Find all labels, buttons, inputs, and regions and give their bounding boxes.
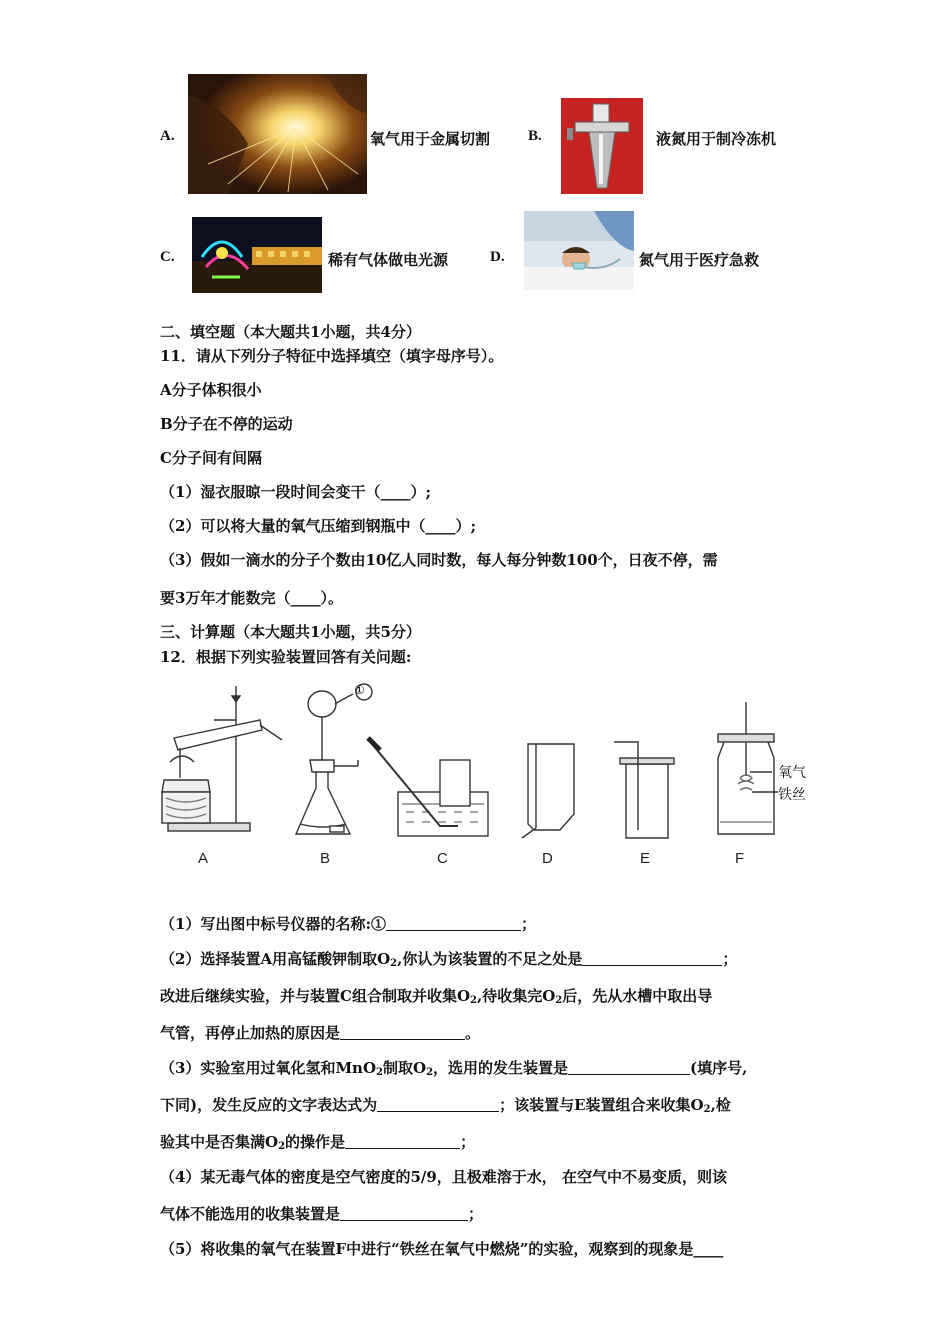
apparatus-b (296, 684, 372, 834)
section3-heading: 三、计算题（本大题共1小题，共5分） (160, 623, 421, 641)
option-c-text: 稀有气体做电光源 (328, 251, 449, 269)
question-12: 12．根据下列实验装置回答有关问题: (160, 648, 412, 666)
apparatus-a (162, 686, 282, 831)
answer-blank[interactable] (386, 916, 521, 931)
option-b-letter: B. (528, 128, 542, 144)
answer-blank[interactable] (340, 1025, 465, 1040)
choice-b: B分子在不停的运动 (160, 415, 293, 433)
q11-part3-line2: 要3万年才能数完（____）。 (160, 589, 343, 607)
neon-lights-photo (192, 217, 322, 293)
apparatus-f (718, 702, 778, 834)
option-d-letter: D. (490, 249, 505, 265)
section2-heading: 二、填空题（本大题共1小题，共4分） (160, 323, 421, 341)
f-oxygen-label: 氧气 (778, 764, 806, 780)
marker-1: ① (354, 683, 365, 697)
option-a-letter: A. (160, 128, 175, 144)
q12-part2-line3: 气管，再停止加热的原因是 。 (160, 1024, 481, 1042)
q12-part3-line3: 验其中是否集满$O_2$的操作是 ； (160, 1133, 476, 1152)
q11-part1: （1）湿衣服晾一段时间会变干（____）; (160, 483, 431, 501)
label-f: F (735, 850, 745, 867)
apparatus-e (614, 742, 674, 838)
answer-blank[interactable] (582, 951, 722, 966)
q12-part3-line2: 下同)，发生反应的文字表达式为 ；该装置与E装置组合来收集$O_2$,检 (160, 1096, 731, 1115)
answer-blank[interactable] (377, 1097, 499, 1112)
option-b-text: 液氮用于制冷冻机 (656, 130, 777, 148)
q12-part3-line1: （3）实验室用过氧化氢和MnO$_2$制取$O_2$，选用的发生装置是 (填序号, (160, 1059, 748, 1078)
q12-part5: （5）将收集的氧气在装置F中进行“铁丝在氧气中燃烧”的实验，观察到的现象是____ (160, 1240, 724, 1258)
answer-blank[interactable] (340, 1206, 468, 1221)
medical-rescue-photo (524, 211, 634, 290)
option-a-text: 氧气用于金属切割 (370, 130, 491, 148)
q12-part4-line1: （4）某无毒气体的密度是空气密度的5/9，且极难溶于水， 在空气中不易变质，则该 (160, 1168, 728, 1186)
q11-part2: （2）可以将大量的氧气压缩到钢瓶中（____）; (160, 517, 476, 535)
q12-part2-line1: （2）选择装置A用高锰酸钾制取$O_2$,你认为该装置的不足之处是 ； (160, 950, 738, 969)
f-wire-label: 铁丝 (778, 786, 806, 802)
answer-blank[interactable] (345, 1134, 460, 1149)
answer-blank[interactable] (568, 1060, 690, 1075)
q12-part1: （1）写出图中标号仪器的名称:① ； (160, 915, 536, 933)
choice-c: C分子间有间隔 (160, 449, 262, 467)
q12-part4-line2: 气体不能选用的收集装置是 ； (160, 1205, 484, 1223)
choice-a: A分子体积很小 (160, 381, 262, 399)
label-b: B (320, 850, 331, 867)
apparatus-d (522, 744, 574, 838)
option-c-letter: C. (160, 249, 175, 265)
metal-cutting-photo (188, 74, 367, 194)
liquid-nitrogen-photo (561, 98, 643, 194)
apparatus-diagram (150, 680, 820, 840)
option-d-text: 氮气用于医疗急救 (639, 251, 760, 269)
label-d: D (542, 850, 553, 867)
label-a: A (198, 850, 209, 867)
label-c: C (437, 850, 448, 867)
apparatus-c (368, 738, 488, 836)
question-11: 11．请从下列分子特征中选择填空（填字母序号）。 (160, 347, 504, 365)
q12-part2-line2: 改进后继续实验，并与装置C组合制取并收集$O_2$,待收集完$O_2$后，先从水槽中取出导 (160, 987, 713, 1006)
label-e: E (640, 850, 651, 867)
q11-part3-line1: （3）假如一滴水的分子个数由10亿人同时数，每人每分钟数100个，日夜不停，需 (160, 551, 718, 569)
